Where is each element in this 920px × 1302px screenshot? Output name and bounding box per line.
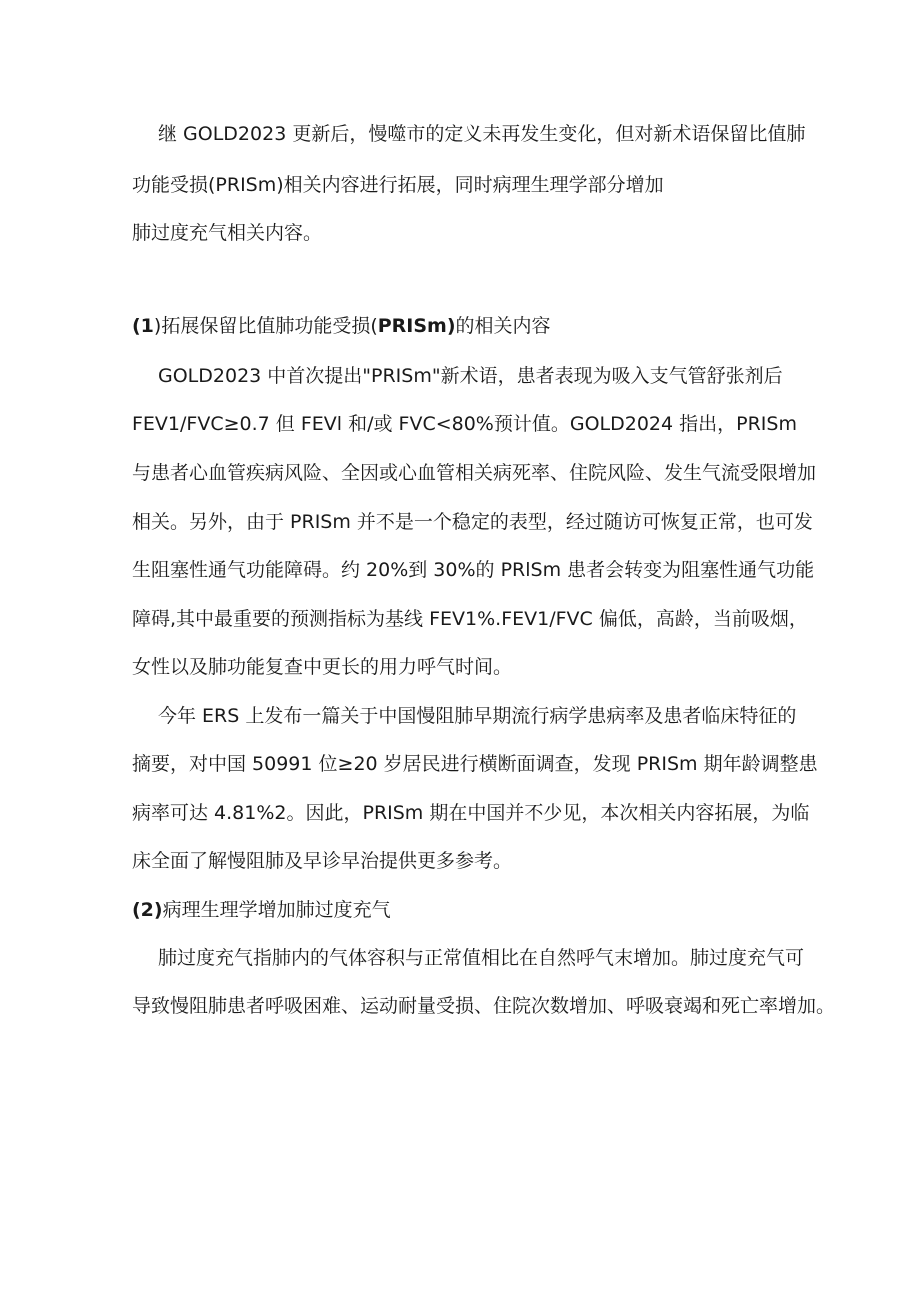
text-line: GOLD2023 中首次提出"PRISm"新术语，患者表现为吸入支气管舒张剂后: [158, 365, 783, 387]
text-line: 生阻塞性通气功能障碍。约 20%到 30%的 PRlSm 患者会转变为阻塞性通气功能: [132, 559, 815, 581]
text-line: 功能受损(PRISm)相关内容进行拓展，同时病理生理学部分增加: [132, 174, 664, 196]
text-line: 障碍,其中最重要的预测指标为基线 FEV1%.FEV1/FVC 偏低，高龄，当前吸烟，: [132, 608, 808, 630]
heading-text: )拓展保留比值肺功能受损(: [153, 315, 378, 337]
text-line: 相关。另外，由于 PRISm 并不是一个稳定的表型，经过随访可恢复正常，也可发: [132, 511, 813, 533]
heading-keyword: PRISm): [377, 315, 456, 337]
text-line: 今年 ERS 上发布一篇关于中国慢阻肺早期流行病学患病率及患者临床特征的: [158, 705, 797, 727]
text-line: 女性以及肺功能复查中更长的用力呼气时间。: [132, 656, 513, 678]
heading-number: (2): [132, 899, 163, 921]
text-line: FEV1/FVC≥0.7 但 FEVl 和/或 FVC<80%预计值。GOLD2024 指出，PRISm: [132, 413, 797, 435]
text-line: 肺过度充气相关内容。: [132, 222, 323, 244]
section-heading-2: [132, 898, 391, 922]
heading-text: 病理生理学增加肺过度充气: [162, 899, 391, 921]
heading-number: (1: [132, 315, 154, 337]
section-heading-1: [132, 314, 551, 338]
text-line: 病率可达 4.81%2。因此，PRISm 期在中国并不少见，本次相关内容拓展，为临: [132, 802, 810, 824]
text-line: 肺过度充气指肺内的气体容积与正常值相比在自然呼气末增加。肺过度充气可: [158, 947, 805, 969]
text-line: 摘要，对中国 50991 位≥20 岁居民进行横断面调查，发现 PRISm 期年龄调整患: [132, 753, 818, 775]
text-line: 导致慢阻肺患者呼吸困难、运动耐量受损、住院次数增加、呼吸衰竭和死亡率增加。: [132, 995, 836, 1017]
text-line: 床全面了解慢阻肺及早诊早治提供更多参考。: [132, 850, 513, 872]
heading-text-suffix: 的相关内容: [455, 315, 551, 337]
text-line: 与患者心血管疾病风险、全因或心血管相关病死率、住院风险、发生气流受限增加: [132, 462, 817, 484]
text-line: 继 GOLD2023 更新后，慢噬市的定义未再发生变化，但对新术语保留比值肺: [158, 123, 806, 145]
